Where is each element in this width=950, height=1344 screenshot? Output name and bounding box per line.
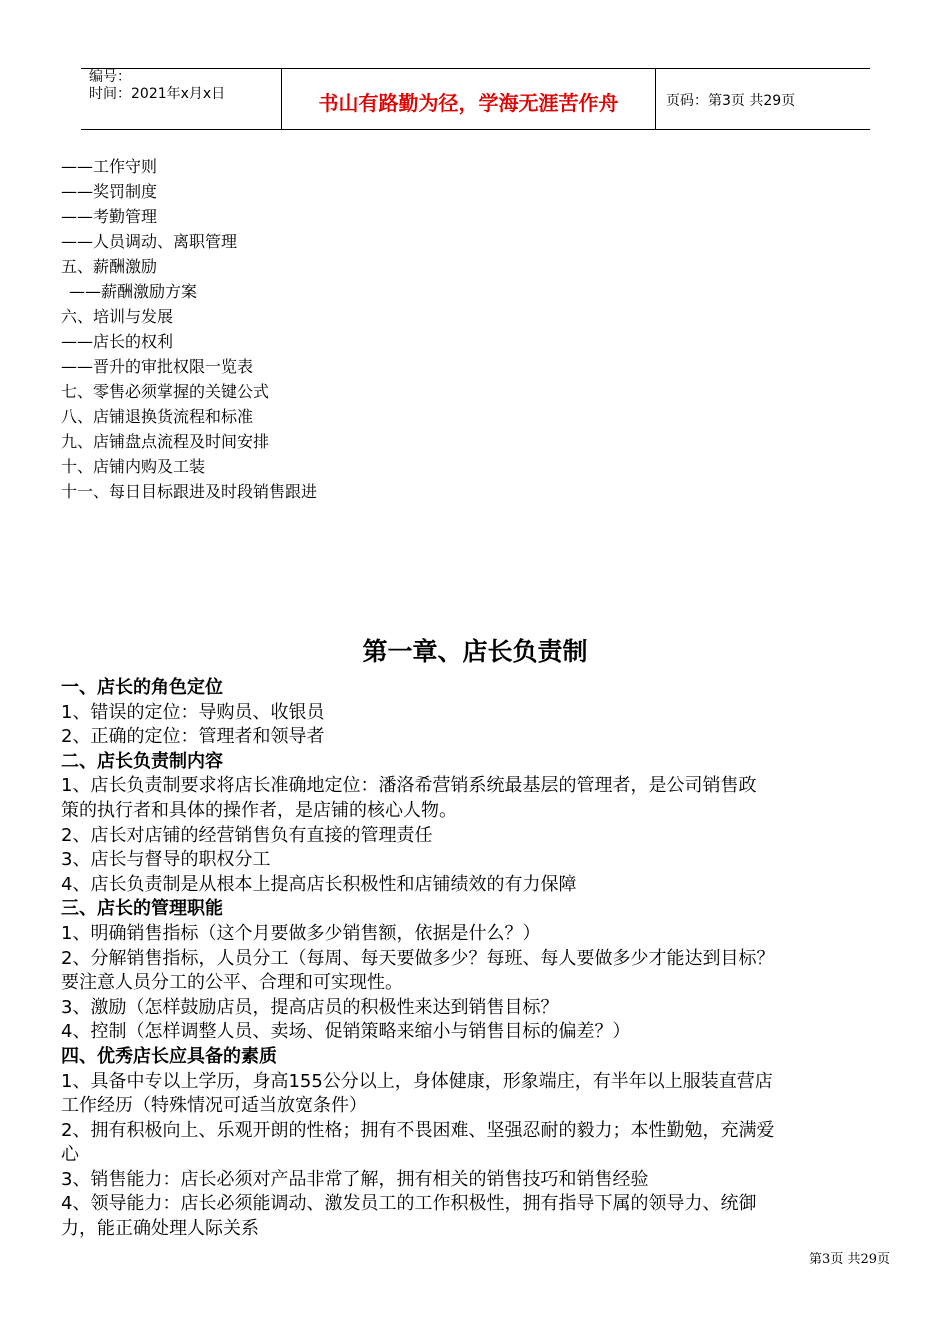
paragraph-line: 1、店长负责制要求将店长准确地定位：潘洛希营销系统最基层的管理者，是公司销售政	[61, 775, 757, 797]
paragraph-line: 4、领导能力：店长必须能调动、激发员工的工作积极性，拥有指导下属的领导力、统御	[61, 1193, 757, 1215]
section-heading: 二、店长负责制内容	[61, 750, 223, 772]
toc-item: ——工作守则	[61, 157, 158, 176]
paragraph-line: 1、具备中专以上学历，身高155公分以上，身体健康，形象端庄，有半年以上服装直营店	[61, 1070, 773, 1092]
toc-item: ——考勤管理	[61, 207, 158, 226]
table-of-contents	[61, 154, 317, 504]
toc-item: ——店长的权利	[61, 332, 174, 351]
paragraph-line: 4、店长负责制是从根本上提高店长积极性和店铺绩效的有力保障	[61, 873, 577, 895]
toc-item: 九、店铺盘点流程及时间安排	[61, 432, 270, 451]
toc-item: ——晋升的审批权限一览表	[61, 357, 254, 376]
paragraph-line: 4、控制（怎样调整人员、卖场、促销策略来缩小与销售目标的偏差？）	[61, 1021, 631, 1043]
toc-item: 八、店铺退换货流程和标准	[61, 407, 254, 426]
paragraph-line: 3、激励（怎样鼓励店员，提高店员的积极性来达到销售目标？	[61, 996, 559, 1018]
section-heading: 四、优秀店长应具备的素质	[61, 1045, 277, 1067]
header-divider	[655, 69, 656, 129]
paragraph-line: 2、正确的定位：管理者和领导者	[61, 726, 325, 748]
toc-item: ——奖罚制度	[61, 182, 158, 201]
toc-item: 十一、每日目标跟进及时段销售跟进	[61, 482, 318, 501]
paragraph-line: 要注意人员分工的公平、合理和可实现性。	[61, 972, 403, 994]
chapter-title: 第一章、店长负责制	[362, 637, 588, 666]
chapter-content	[61, 676, 907, 1242]
toc-item: 七、零售必须掌握的关键公式	[61, 382, 270, 401]
paragraph-line: 2、拥有积极向上、乐观开朗的性格；拥有不畏困难、坚强忍耐的毅力；本性勤勉，充满爱	[61, 1119, 775, 1141]
paragraph-line: 3、销售能力：店长必须对产品非常了解，拥有相关的销售技巧和销售经验	[61, 1168, 649, 1190]
toc-item: ——人员调动、离职管理	[61, 232, 238, 251]
paragraph-line: 力，能正确处理人际关系	[61, 1218, 259, 1240]
toc-item: 六、培训与发展	[61, 307, 174, 326]
toc-item: 五、薪酬激励	[61, 257, 158, 276]
header-number: 编号：	[89, 69, 131, 85]
header-date: 时间：2021年x月x日	[89, 86, 226, 102]
toc-item: ——薪酬激励方案	[69, 282, 198, 301]
paragraph-line: 心	[61, 1144, 79, 1166]
paragraph-line: 1、错误的定位：导购员、收银员	[61, 701, 325, 723]
section-heading: 一、店长的角色定位	[61, 677, 223, 698]
header-meta	[89, 69, 225, 103]
section-heading: 三、店长的管理职能	[61, 898, 223, 920]
paragraph-line: 策的执行者和具体的操作者，是店铺的核心人物。	[61, 799, 457, 821]
paragraph-line: 3、店长与督导的职权分工	[61, 849, 271, 871]
header-page-info: 页码：第3页 共29页	[666, 93, 796, 109]
paragraph-line: 1、明确销售指标（这个月要做多少销售额，依据是什么？）	[61, 922, 541, 944]
page-footer: 第3页 共29页	[809, 1252, 890, 1267]
paragraph-line: 2、店长对店铺的经营销售负有直接的管理责任	[61, 824, 433, 846]
paragraph-line: 工作经历（特殊情况可适当放宽条件）	[61, 1095, 367, 1117]
toc-item: 十、店铺内购及工装	[61, 457, 206, 476]
header-motto: 书山有路勤为径，学海无涯苦作舟	[318, 91, 619, 115]
page-header	[81, 68, 870, 130]
paragraph-line: 2、分解销售指标，人员分工（每周、每天要做多少？每班、每人要做多少才能达到目标？	[61, 947, 775, 969]
